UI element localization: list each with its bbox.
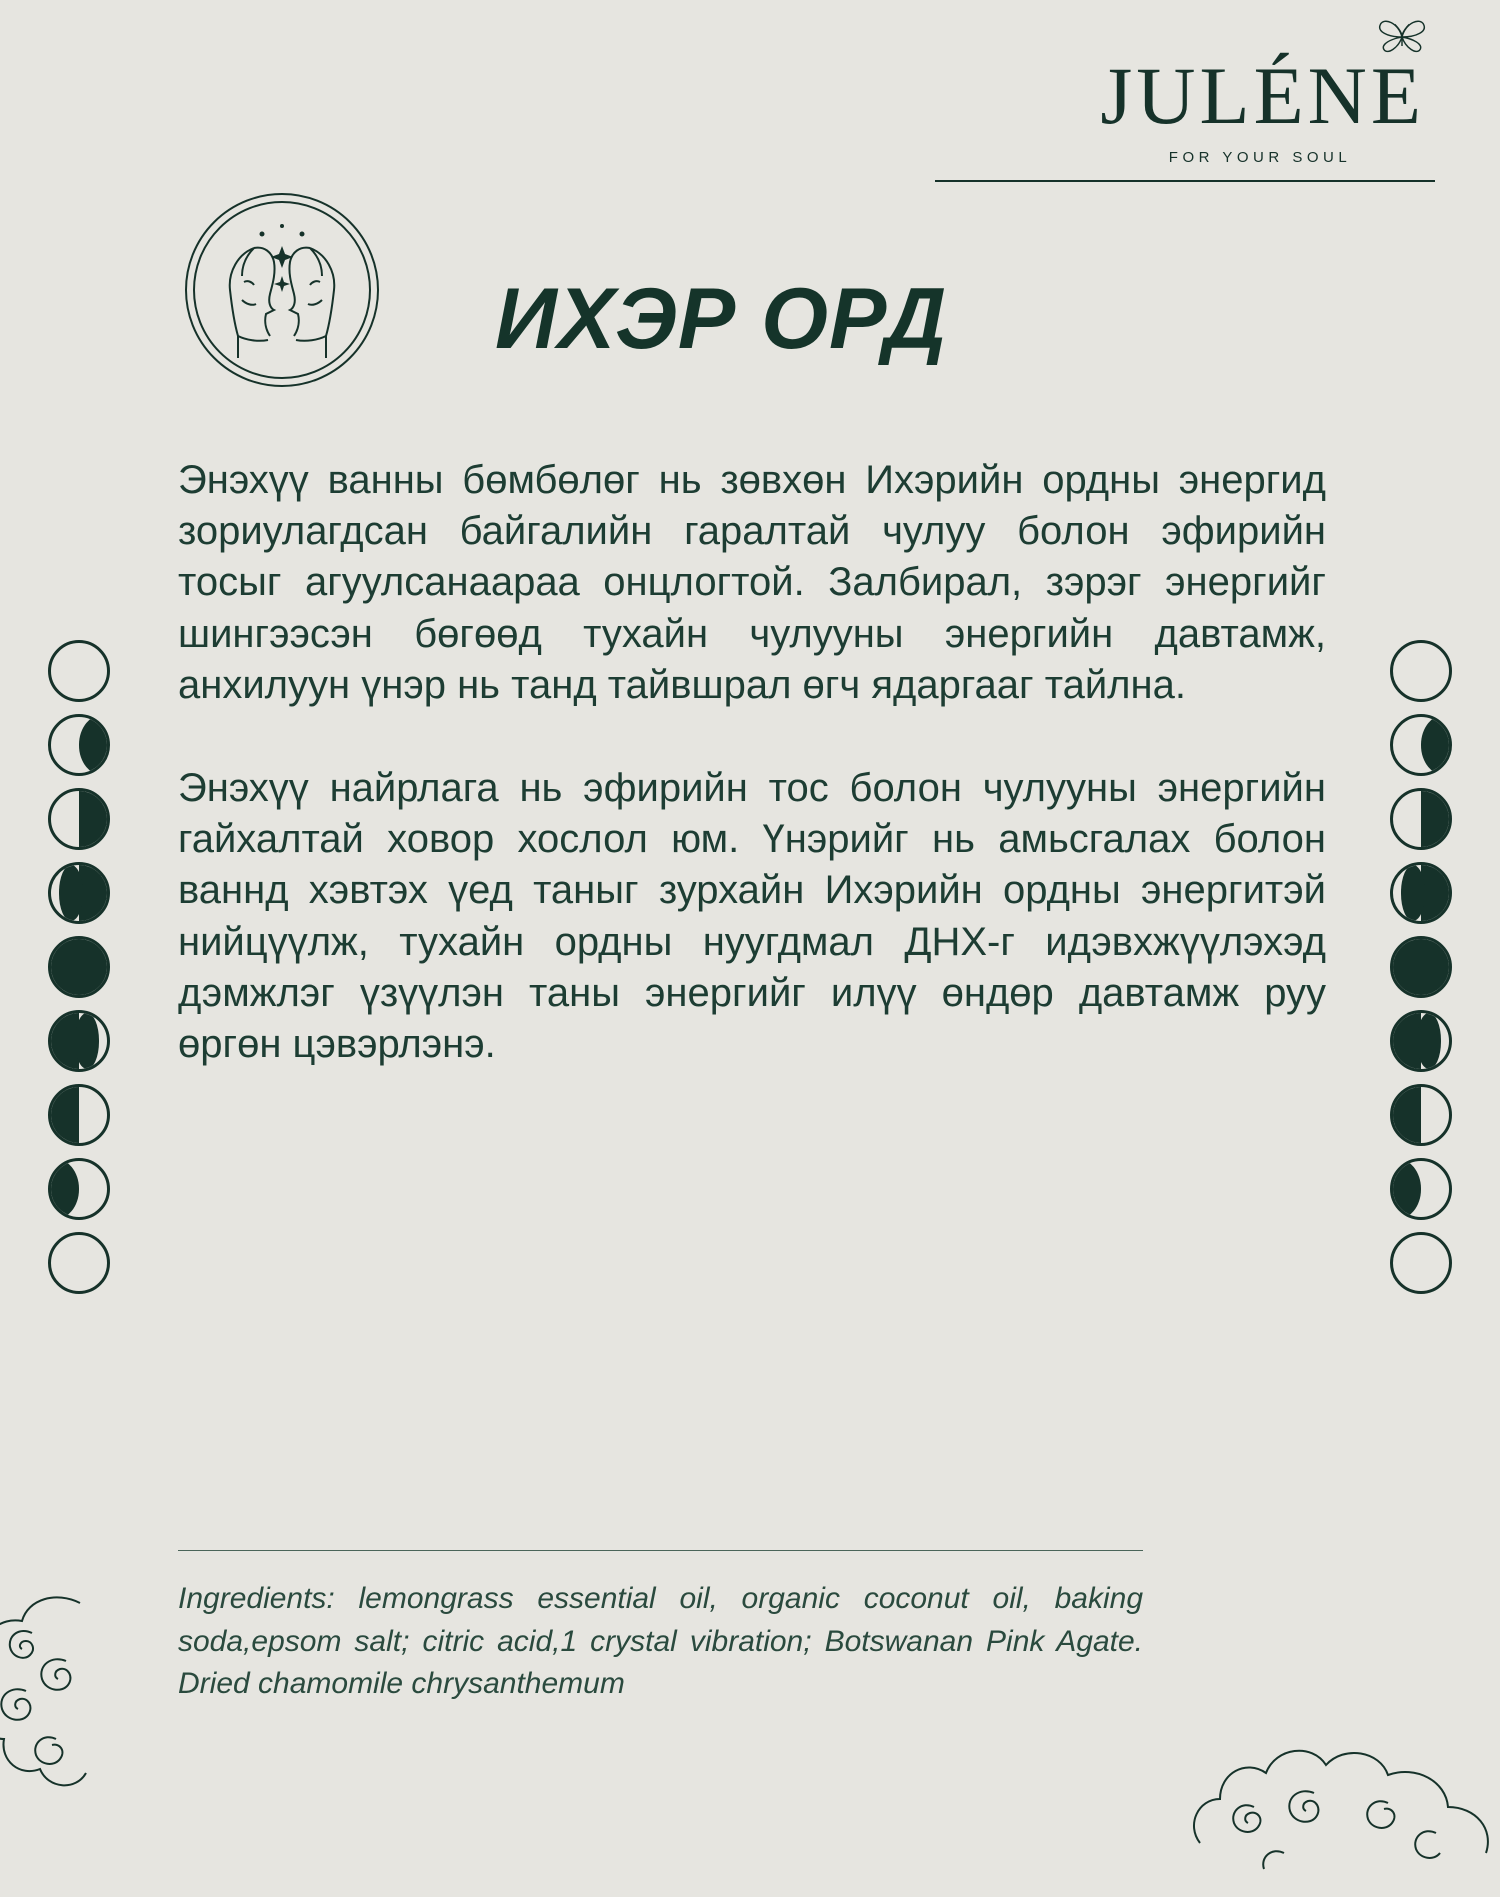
moon-phase-waxing-gibbous xyxy=(48,862,110,924)
cloud-bottom-left-icon xyxy=(0,1587,180,1817)
ingredients-text: Ingredients: lemongrass essential oil, organic coconut oil, baking soda,epsom salt; citric acid,1 crystal vibration; Botswanan Pink Agate. Dried chamomile chrysanthemum xyxy=(178,1582,1143,1701)
moon-phase-last-quarter xyxy=(1390,1084,1452,1146)
brand-divider xyxy=(935,180,1435,182)
moon-phase-waxing-crescent xyxy=(48,714,110,776)
page-title: ИХЭР ОРД xyxy=(495,271,948,367)
moon-phase-first-quarter xyxy=(1390,788,1452,850)
butterfly-icon xyxy=(1375,15,1429,59)
moon-phase-waxing-gibbous xyxy=(1390,862,1452,924)
moon-phase-last-quarter xyxy=(48,1084,110,1146)
gemini-twins-icon xyxy=(182,190,382,390)
body-paragraph-2: Энэхүү найрлага нь эфирийн тос болон чулууны энергийн гайхалтай ховор хослол юм. Үнэрийг нь амьсгалах болон ваннд хэвтэх үед таныг зурхайн Ихэрийн ордны энергитэй нийцүүлж, тухайн ордны нуугдмал ДНХ-г идэвхжүүлэхэд дэмжлэг үзүүлэн таны энергийг илүү өндөр давтамж руу өргөн цэвэрлэнэ. xyxy=(178,765,1326,1066)
moon-phase-full xyxy=(48,936,110,998)
cloud-bottom-right-icon xyxy=(1180,1647,1500,1897)
brand-name: JULÉNE xyxy=(1100,50,1425,141)
brand-block xyxy=(935,50,1435,182)
moon-phase-new-end xyxy=(1390,1232,1452,1294)
body-paragraph-1: Энэхүү ванны бөмбөлөг нь зөвхөн Ихэрийн ордны энергид зориулагдсан байгалийн гаралтай чулуу болон эфирийн тосыг агуулсанаараа онцлогтой. Залбирал, зэрэг энергийг шингээсэн бөгөөд тухайн чулууны энергийн давтамж, анхилуун үнэр нь танд тайвшрал өгч ядаргааг тайлна. xyxy=(178,458,1326,707)
ingredients-divider xyxy=(178,1550,1143,1551)
body-copy xyxy=(178,455,1326,1070)
moon-phase-waning-gibbous xyxy=(1390,1010,1452,1072)
moon-phase-waxing-crescent xyxy=(1390,714,1452,776)
moon-phase-waning-crescent xyxy=(1390,1158,1452,1220)
moon-phase-new xyxy=(1390,640,1452,702)
moon-phase-column-left xyxy=(48,640,110,1294)
moon-phase-first-quarter xyxy=(48,788,110,850)
brand-tagline: FOR YOUR SOUL xyxy=(1168,149,1352,166)
moon-phase-waning-crescent xyxy=(48,1158,110,1220)
moon-phase-new xyxy=(48,640,110,702)
moon-phase-new-end xyxy=(48,1232,110,1294)
moon-phase-full xyxy=(1390,936,1452,998)
moon-phase-waning-gibbous xyxy=(48,1010,110,1072)
moon-phase-column-right xyxy=(1390,640,1452,1294)
